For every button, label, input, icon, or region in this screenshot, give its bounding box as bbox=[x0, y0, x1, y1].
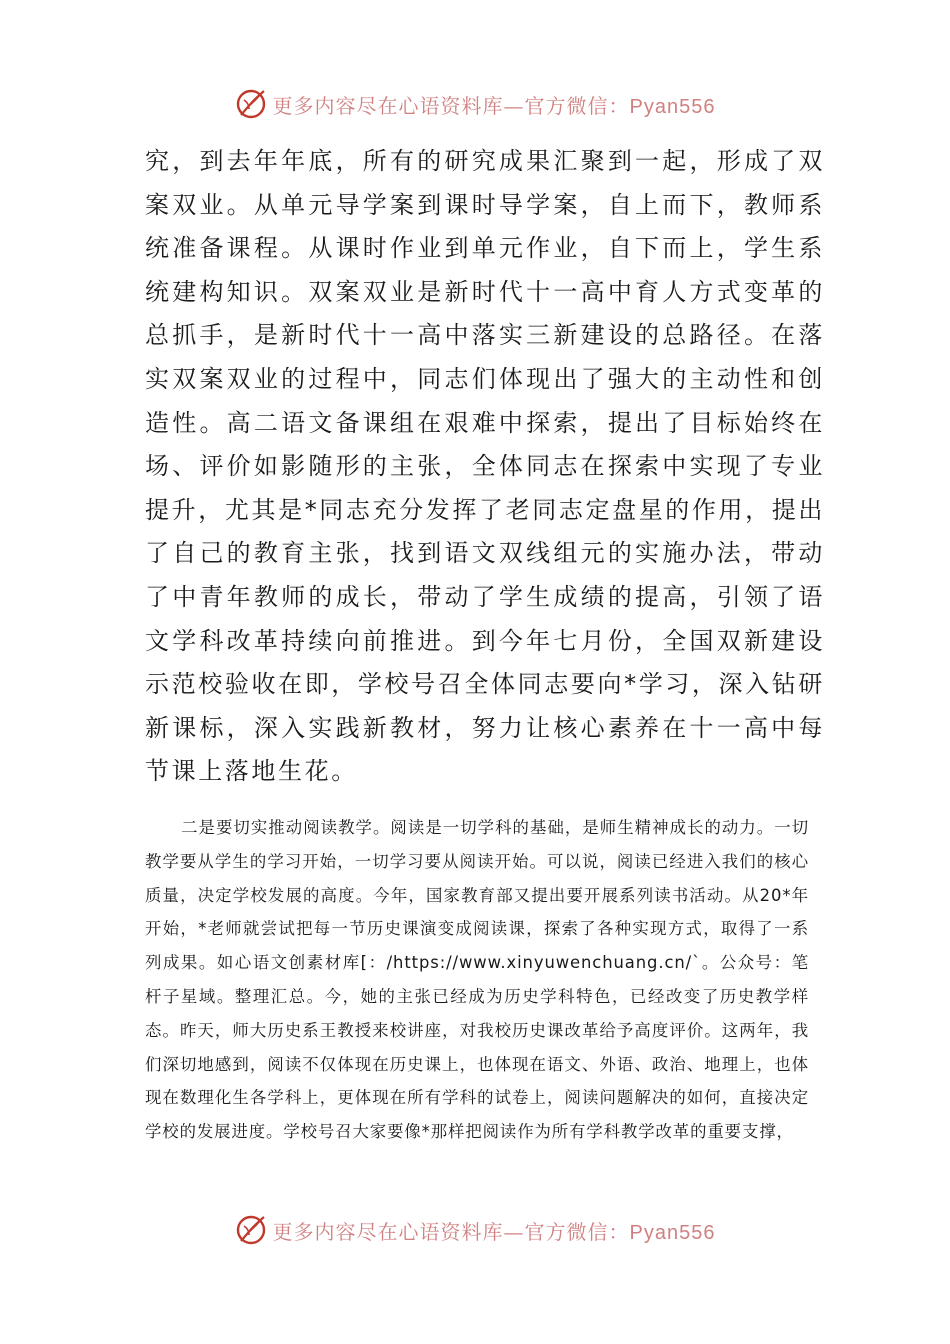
footer-banner-wechat-id: Pyan556 bbox=[629, 1221, 716, 1244]
footer-banner-text bbox=[273, 1216, 716, 1245]
quill-logo-icon bbox=[235, 1214, 267, 1246]
footer-banner-text-cn: 更多内容尽在心语资料库—官方微信： bbox=[272, 1219, 630, 1244]
header-banner-text-cn: 更多内容尽在心语资料库—官方微信： bbox=[272, 93, 630, 118]
body-paragraph-1: 究，到去年年底，所有的研究成果汇聚到一起，形成了双案双业。从单元导学案到课时导学案，自上而下，教师系统准备课程。从课时作业到单元作业，自下而上，学生系统建构知识。双案双业是新时代十一高中育人方式变革的总抓手，是新时代十一高中落实三新建设的总路径。在落实双案双业的过程中，同志们体现出了强大的主动性和创造性。高二语文备课组在艰难中探索，提出了目标始终在场、评价如影随形的主张，全体同志在探索中实现了专业提升，尤其是*同志充分发挥了老同志定盘星的作用，提出了自己的教育主张，找到语文双线组元的实施办法，带动了中青年教师的成长，带动了学生成绩的提高，引领了语文学科改革持续向前推进。到今年七月份，全国双新建设示范校验收在即，学校号召全体同志要向*学习，深入钻研新课标，深入实践新教材，努力让核心素养在十一高中每节课上落地生花。 bbox=[145, 147, 825, 786]
header-banner-text bbox=[273, 90, 716, 119]
footer-banner bbox=[0, 1210, 950, 1250]
quill-logo-icon bbox=[235, 88, 267, 120]
header-banner bbox=[0, 84, 950, 124]
header-banner-wechat-id: Pyan556 bbox=[629, 95, 716, 118]
body-paragraph-2: 二是要切实推动阅读教学。阅读是一切学科的基础，是师生精神成长的动力。一切教学要从学生的学习开始，一切学习要从阅读开始。可以说，阅读已经进入我们的核心质量，决定学校发展的高度。今年，国家教育部又提出要开展系列读书活动。从20*年开始，*老师就尝试把每一节历史课演变成阅读课，探索了各种实现方式，取得了一系列成果。如心语文创素材库[：/https://www.xinyuwenchuang.cn/`。公众号：笔杆子星域。整理汇总。今，她的主张已经成为历史学科特色，已经改变了历史教学样态。昨天，师大历史系王教授来校讲座，对我校历史课改革给予高度评价。这两年，我们深切地感到，阅读不仅体现在历史课上，也体现在语文、外语、政治、地理上，也体现在数理化生各学科上，更体现在所有学科的试卷上，阅读问题解决的如何，直接决定学校的发展进度。学校号召大家要像*那样把阅读作为所有学科教学改革的重要支撑， bbox=[145, 818, 809, 1142]
